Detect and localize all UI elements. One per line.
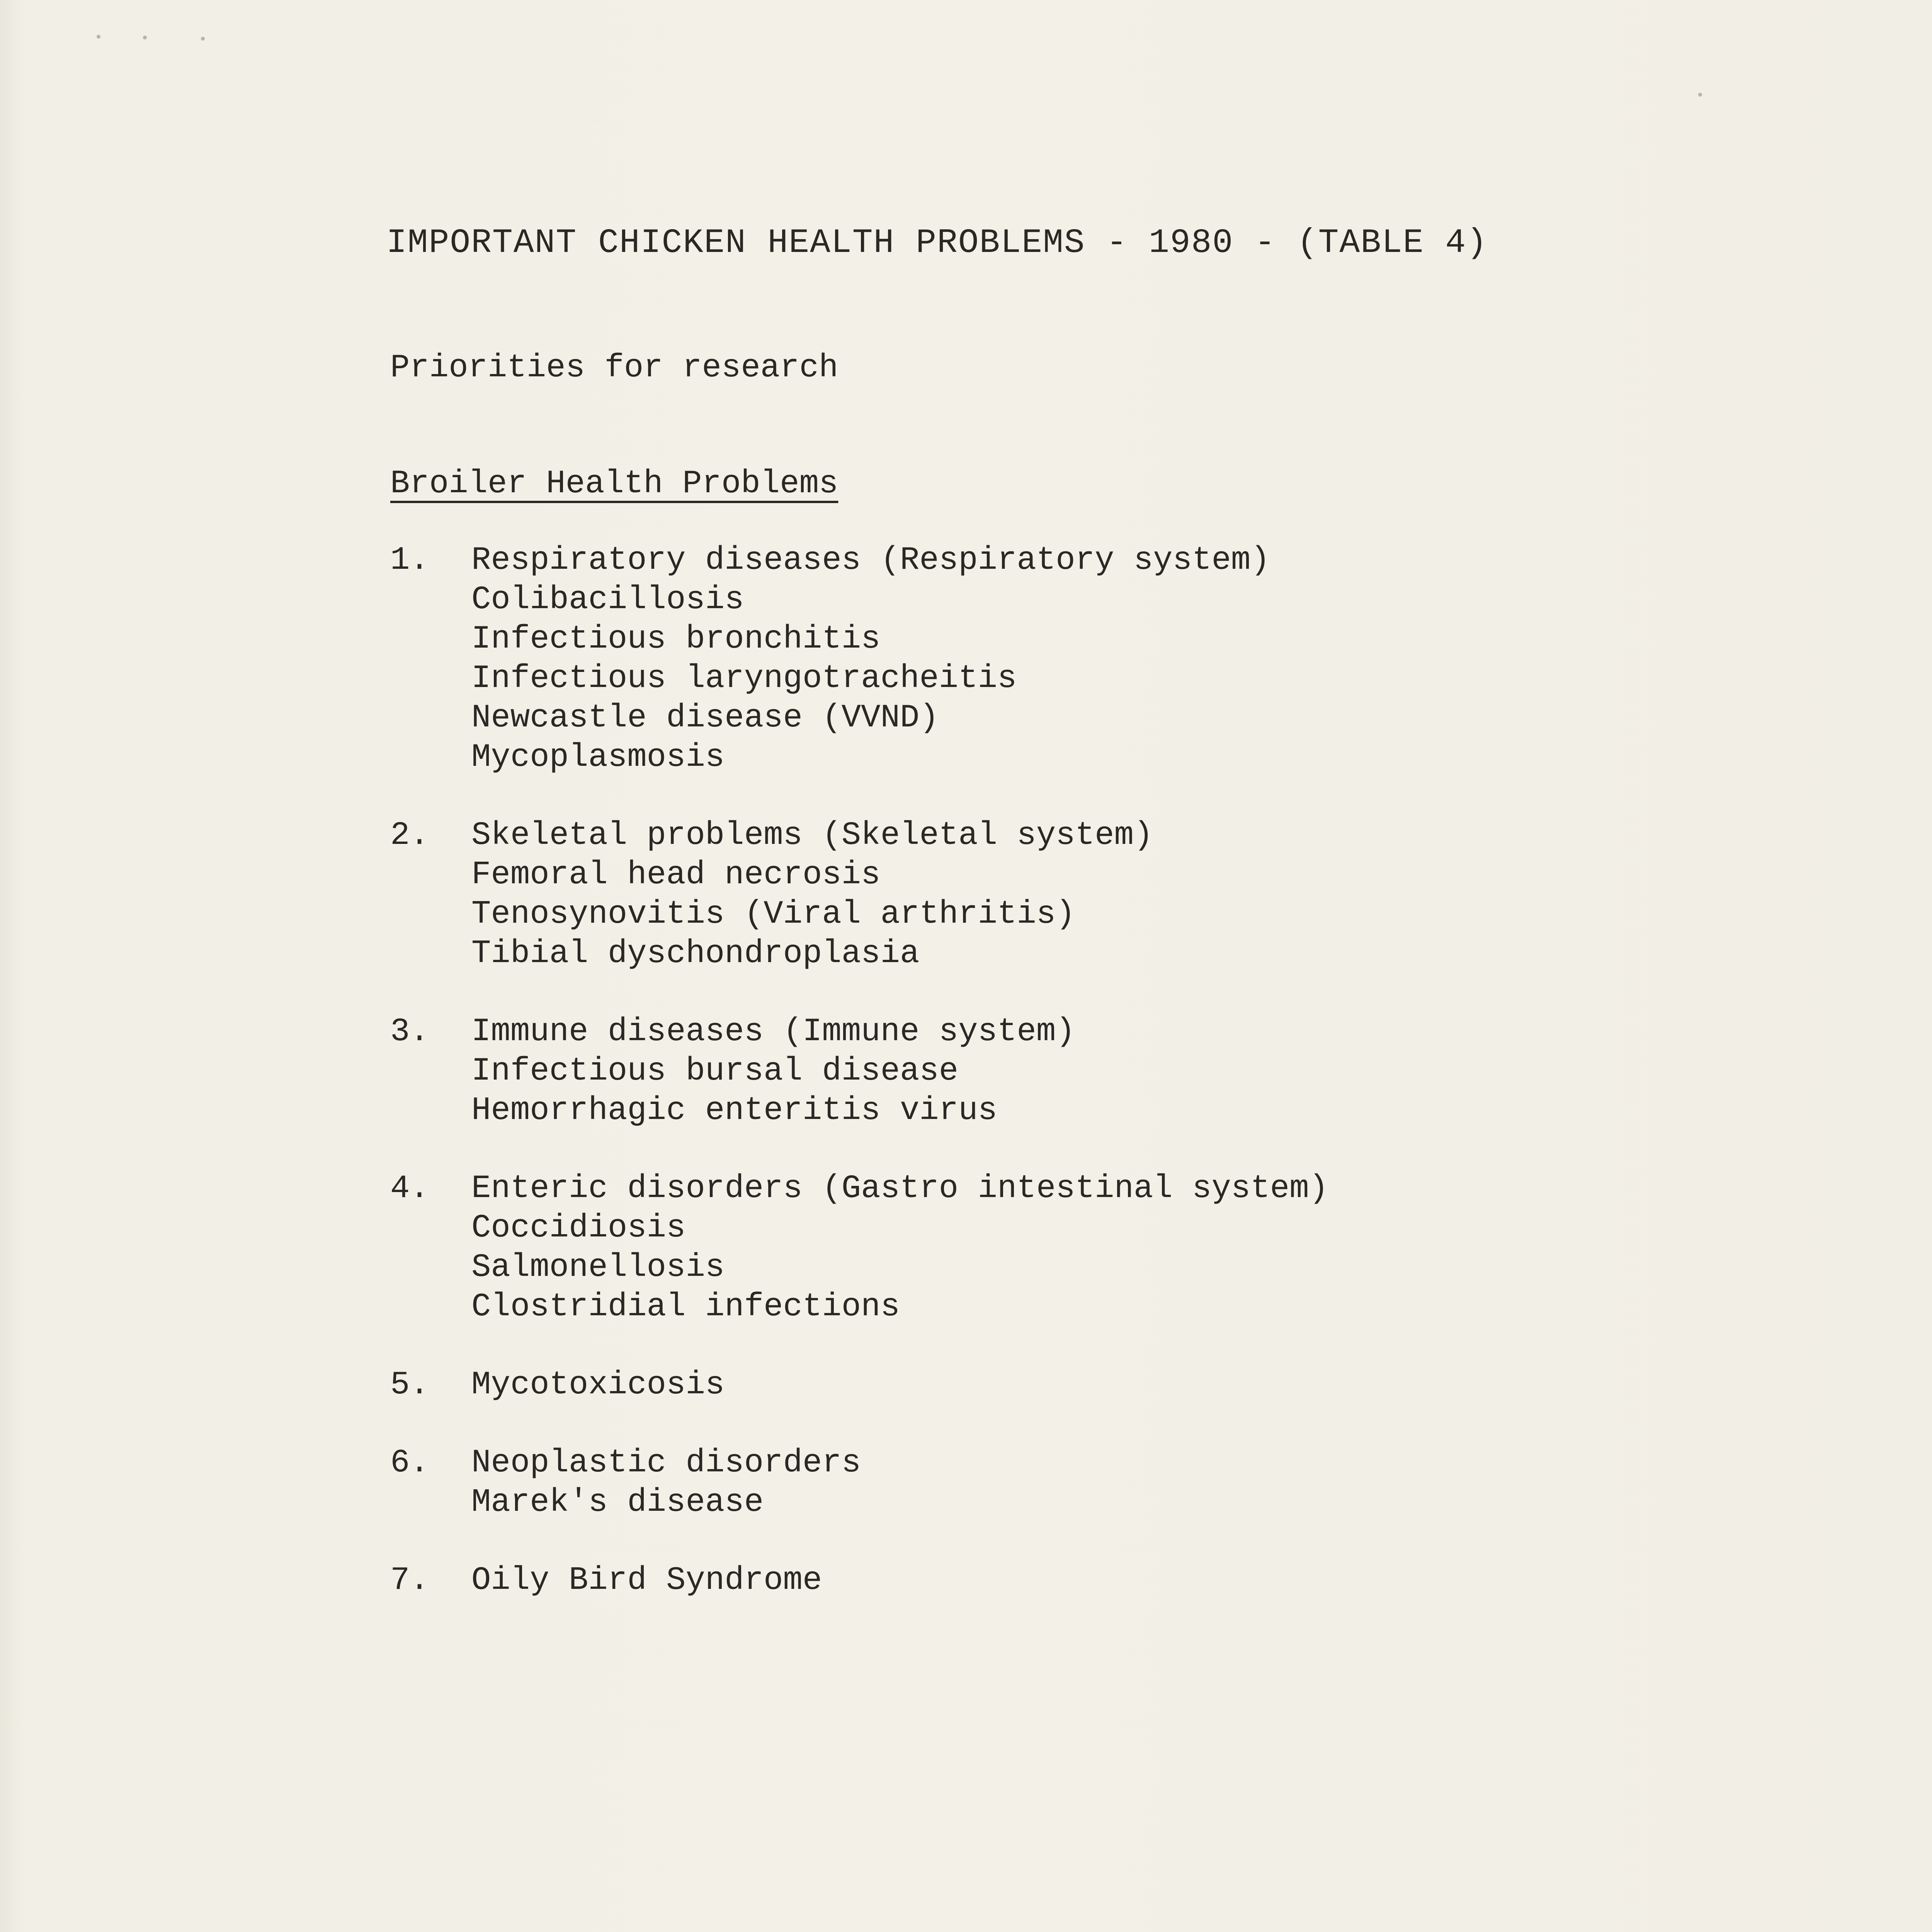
item-category: Respiratory diseases (Respiratory system) xyxy=(471,542,1270,579)
list-item xyxy=(390,1012,1627,1131)
list-item xyxy=(390,1444,1627,1522)
item-condition: Salmonellosis xyxy=(471,1249,725,1286)
paper-speck xyxy=(97,35,100,39)
item-condition: Colibacillosis xyxy=(471,582,744,618)
list-item xyxy=(390,1169,1627,1327)
item-condition: Tibial dyschondroplasia xyxy=(471,935,920,972)
item-condition: Coccidiosis xyxy=(471,1210,686,1247)
item-lines xyxy=(471,1444,861,1522)
item-lines xyxy=(471,1169,1328,1327)
document-title: IMPORTANT CHICKEN HEALTH PROBLEMS - 1980 - (TABLE 4) xyxy=(386,224,1488,262)
section-heading: Broiler Health Problems xyxy=(390,466,838,502)
list-item xyxy=(390,816,1627,974)
item-lines xyxy=(471,541,1270,777)
item-lines xyxy=(471,1012,1075,1131)
item-condition: Femoral head necrosis xyxy=(471,857,881,893)
list-item xyxy=(390,1366,1627,1405)
item-condition: Newcastle disease (VVND) xyxy=(471,700,939,736)
item-category: Enteric disorders (Gastro intestinal system) xyxy=(471,1170,1328,1207)
item-condition: Infectious bursal disease xyxy=(471,1053,959,1090)
item-condition: Mycoplasmosis xyxy=(471,739,725,776)
item-number: 1. xyxy=(390,542,429,579)
item-category: Immune diseases (Immune system) xyxy=(471,1014,1075,1050)
list-item xyxy=(390,541,1627,777)
item-category: Skeletal problems (Skeletal system) xyxy=(471,817,1153,854)
item-category: Neoplastic disorders xyxy=(471,1445,861,1481)
item-category: Oily Bird Syndrome xyxy=(471,1562,822,1599)
list-item xyxy=(390,1561,1627,1600)
item-lines xyxy=(471,1366,724,1405)
item-number: 3. xyxy=(390,1014,429,1050)
item-condition: Infectious bronchitis xyxy=(471,621,881,658)
item-condition: Clostridial infections xyxy=(471,1289,900,1325)
item-number: 2. xyxy=(390,817,429,854)
item-condition: Infectious laryngotracheitis xyxy=(471,660,1017,697)
problem-list xyxy=(390,541,1627,1639)
item-category: Mycotoxicosis xyxy=(471,1367,725,1403)
document-subtitle: Priorities for research xyxy=(390,350,838,386)
paper-speck xyxy=(143,36,147,39)
item-lines xyxy=(471,816,1153,974)
item-number: 4. xyxy=(390,1170,429,1207)
paper-speck xyxy=(1698,93,1702,97)
item-condition: Tenosynovitis (Viral arthritis) xyxy=(471,896,1075,933)
item-condition: Hemorrhagic enteritis virus xyxy=(471,1092,998,1129)
paper-speck xyxy=(201,37,205,41)
item-number: 7. xyxy=(390,1562,429,1599)
item-number: 5. xyxy=(390,1367,429,1403)
item-lines xyxy=(471,1561,822,1600)
item-condition: Marek's disease xyxy=(471,1484,764,1521)
item-number: 6. xyxy=(390,1445,429,1481)
